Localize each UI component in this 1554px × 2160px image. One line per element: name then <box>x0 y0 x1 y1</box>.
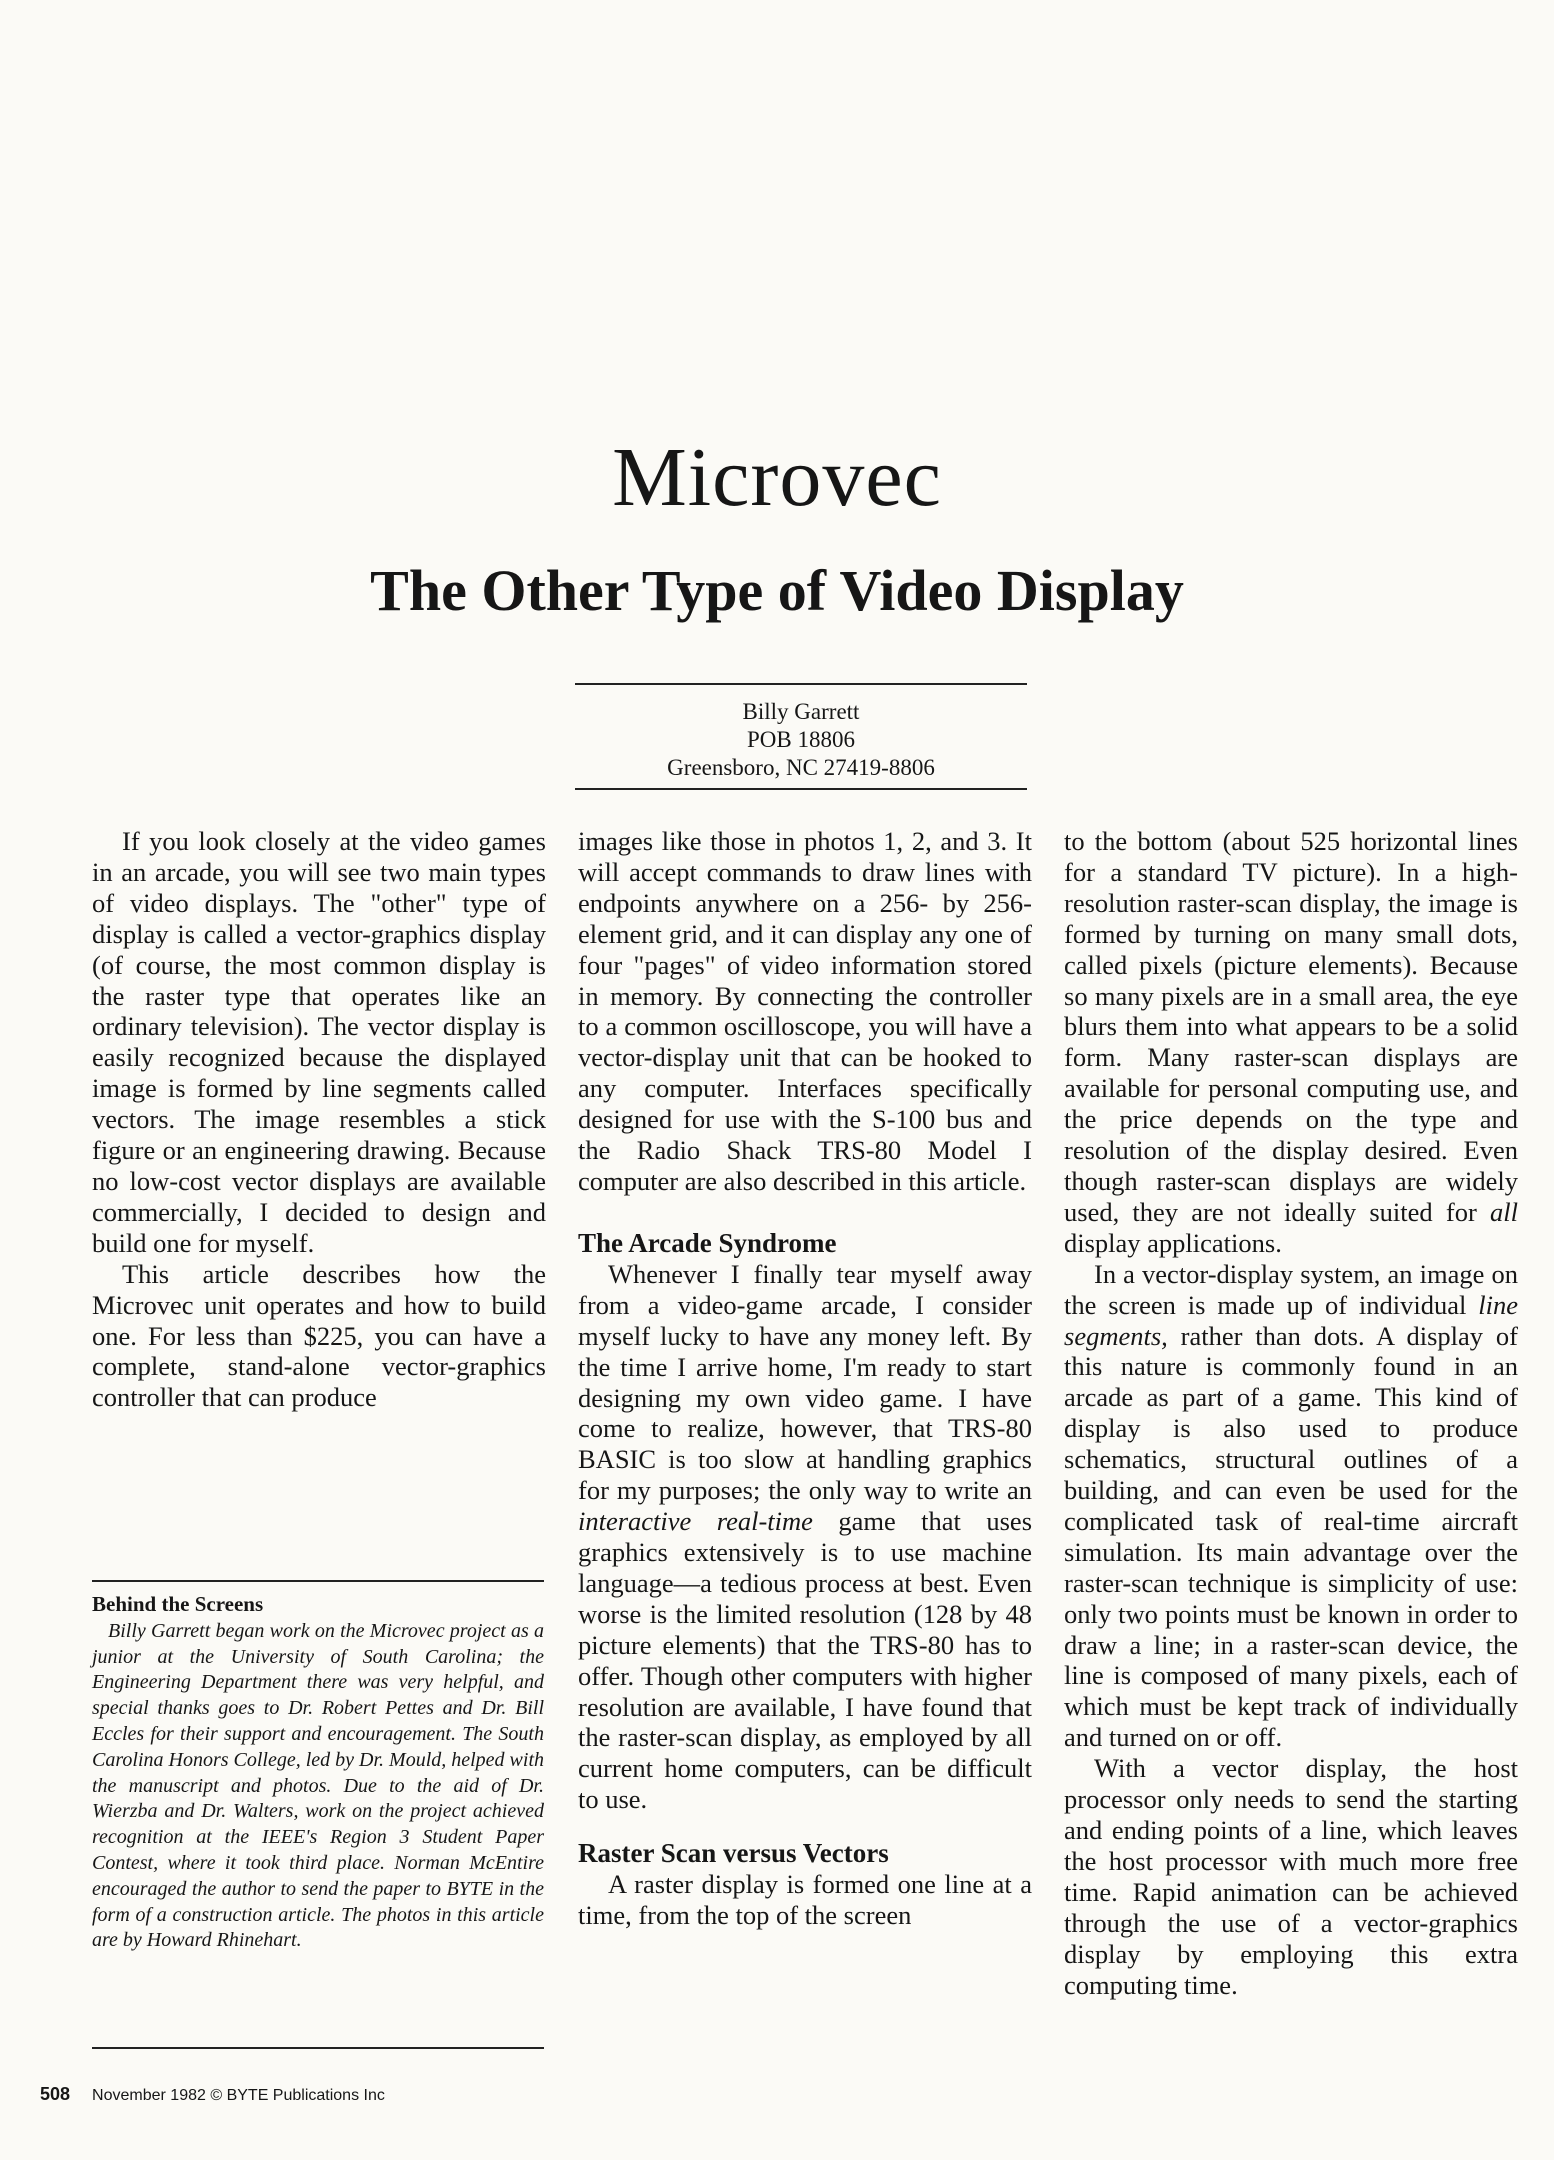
section-heading-arcade-syndrome: The Arcade Syndrome <box>578 1227 837 1258</box>
paragraph: With a vector display, the host processor only needs to send the starting and ending points of a line, which leaves the host processor with much more free time. Rapid animation can be achieved through the use of a vector-graphics display by employing this extra computing time. <box>1064 1753 1518 2000</box>
author-address-line2: Greensboro, NC 27419-8806 <box>667 755 935 780</box>
column-2 <box>578 826 1032 1931</box>
footer-text: November 1982 © BYTE Publications Inc <box>92 2087 385 2104</box>
sidebar-top-rule <box>92 1580 544 1582</box>
author-bottom-rule <box>575 788 1027 790</box>
column-3 <box>1064 826 1518 2000</box>
paragraph: Whenever I finally tear myself away from a video-game arcade, I consider myself lucky to have any money left. By the time I arrive home, I'm ready to start designing my own video game. I have come to realize, however, that TRS-80 BASIC is too slow at handling graphics for my purposes; the only way to write an interactive real-time game that uses graphics extensively is to use machine language—a tedious process at best. Even worse is the limited resolution (128 by 48 picture elements) that the TRS-80 has to offer. Though other computers with higher resolution are available, I have found that the raster-scan display, as employed by all current home computers, can be difficult to use. <box>578 1258 1033 1815</box>
paragraph: This article describes how the Microvec unit operates and how to build one. For less than $225, you can have a complete, stand-alone vector-graphics controller that can produce <box>92 1258 546 1413</box>
paragraph: to the bottom (about 525 horizontal lines for a standard TV picture). In a high-resolution raster-scan display, the image is formed by turning on many small dots, called pixels (picture elements). Because so many pixels are in a small area, the eye blurs them into what appears to be a solid form. Many raster-scan displays are available for personal computing use, and the price depends on the type and resolution of the display desired. Even though raster-scan displays are widely used, they are not ideally suited for all display applications. <box>1064 826 1519 1258</box>
paragraph: A raster display is formed one line at a time, from the top of the screen <box>578 1869 1032 1931</box>
article-title: Microvec <box>612 431 942 524</box>
sidebar-heading: Behind the Screens <box>92 1592 264 1616</box>
sidebar-bottom-rule <box>92 2047 544 2049</box>
author-name: Billy Garrett <box>742 699 860 724</box>
section-heading-raster-vs-vectors: Raster Scan versus Vectors <box>578 1838 889 1869</box>
sidebar-behind-the-screens <box>92 1592 544 1954</box>
paragraph: If you look closely at the video games in an arcade, you will see two main types of video displays. The "other" type of display is called a vector-graphics display (of course, the most common display is the raster type that operates like an ordinary television). The vector display is easily recognized because the displayed image is formed by line segments called vectors. The image resembles a stick figure or an engineering drawing. Because no low-cost vector displays are available commercially, I decided to design and build one for myself. <box>92 826 546 1258</box>
paragraph: In a vector-display system, an image on the screen is made up of individual line segments, rather than dots. A display of this nature is commonly found in an arcade as part of a game. This kind of display is also used to produce schematics, structural outlines of a building, and can even be used for the complicated task of real-time aircraft simulation. Its main advantage over the raster-scan technique is simplicity of use: only two points must be known in order to draw a line; in a raster-scan device, the line is composed of many pixels, each of which must be kept track of individually and turned on or off. <box>1064 1258 1518 1753</box>
sidebar-text: Billy Garrett began work on the Microvec project as a junior at the University of South Carolina; the Engineering Department there was very helpful, and special thanks goes to Dr. Robert Pettes and Dr. Bill Eccles for their support and encouragement. The South Carolina Honors College, led by Dr. Mould, helped with the manuscript and photos. Due to the aid of Dr. Wierzba and Dr. Walters, work on the project achieved recognition at the IEEE's Region 3 Student Paper Contest, where it took third place. Norman McEntire encouraged the author to send the paper to BYTE in the form of a construction article. The photos in this article are by Howard Rhinehart. <box>92 1619 545 1952</box>
author-block <box>575 698 1027 782</box>
column-1 <box>92 826 546 1413</box>
author-address-line1: POB 18806 <box>747 727 855 752</box>
author-top-rule <box>575 683 1027 685</box>
page-number: 508 <box>40 2084 71 2104</box>
article-subtitle: The Other Type of Video Display <box>370 558 1184 623</box>
paragraph: images like those in photos 1, 2, and 3. It will accept commands to draw lines with endpoints anywhere on a 256- by 256-element grid, and it can display any one of four "pages" of video information stored in memory. By connecting the controller to a common oscilloscope, you will have a vector-display unit that can be hooked to any computer. Interfaces specifically designed for use with the S-100 bus and the Radio Shack TRS-80 Model I computer are also described in this article. <box>578 826 1032 1196</box>
page-footer <box>40 2084 385 2105</box>
